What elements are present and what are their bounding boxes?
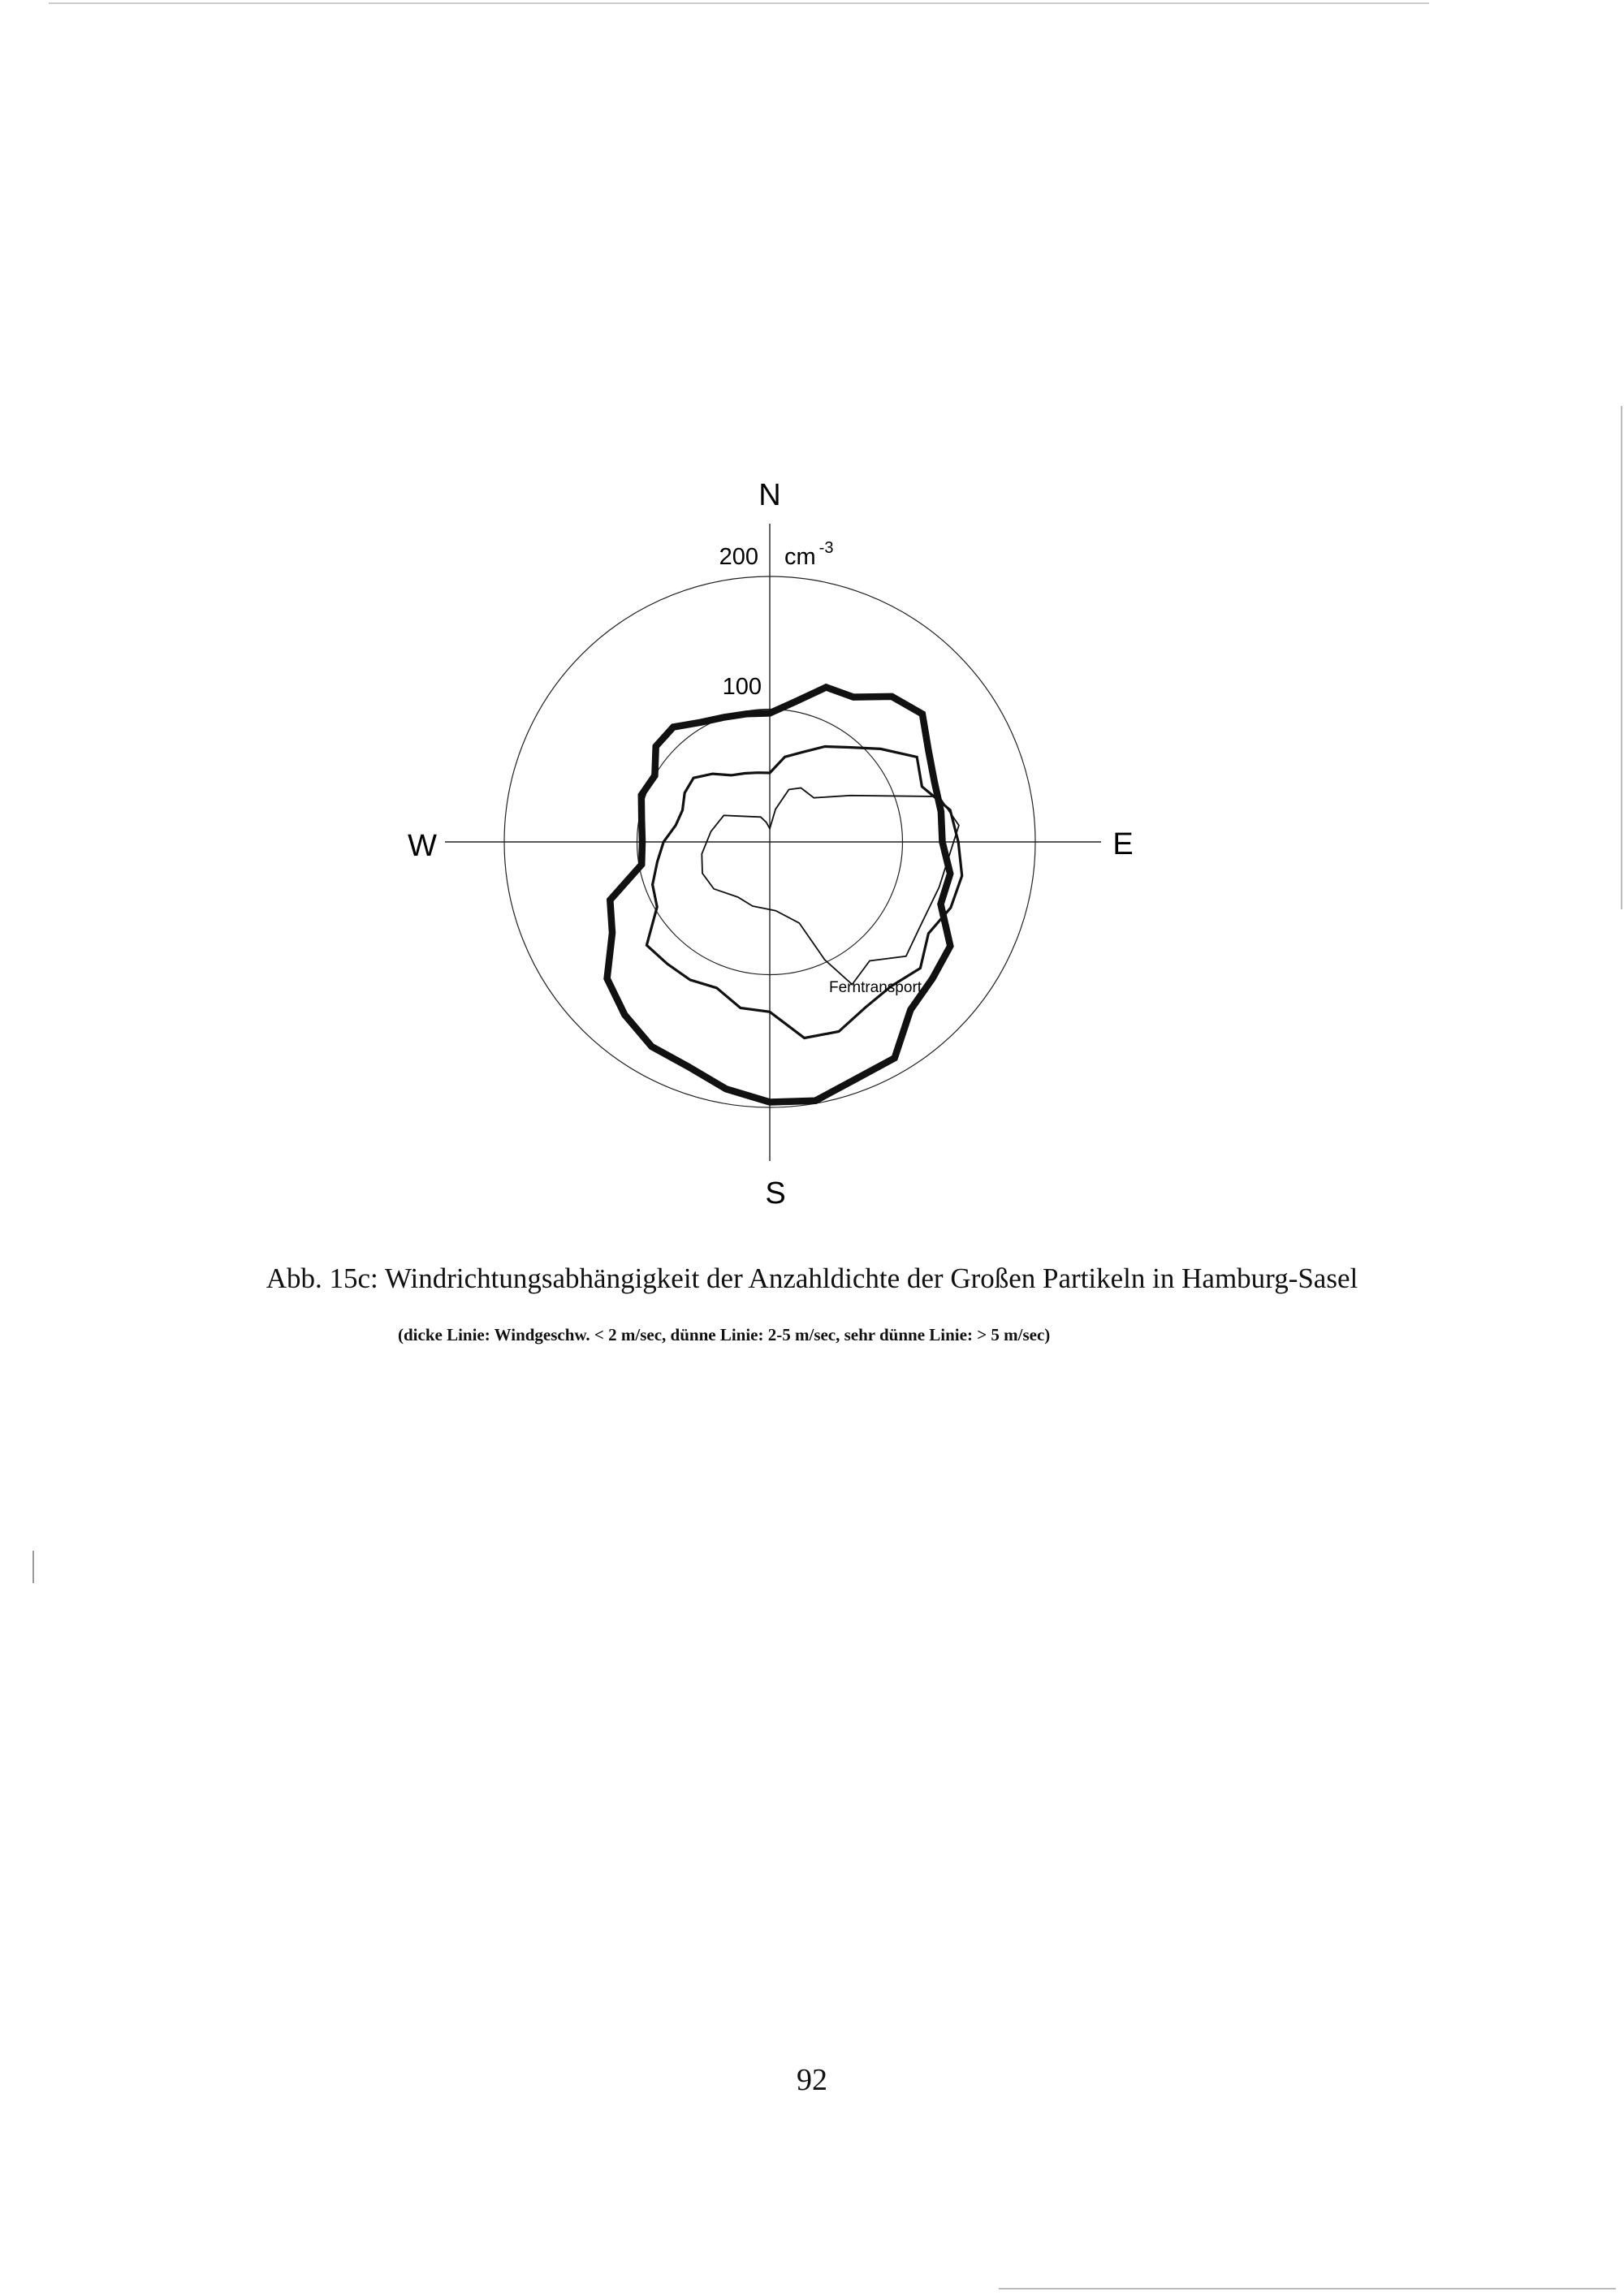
unit-label: cm $^{-3}$ — [784, 539, 834, 570]
chart-series — [607, 688, 962, 1103]
series-thick-line — [607, 688, 951, 1103]
page-number: 92 — [797, 2063, 827, 2097]
chart-grid — [445, 524, 1101, 1161]
scan-edge-mark — [999, 2288, 1616, 2290]
scan-edge-mark — [32, 1551, 34, 1583]
radial-tick-label-100: 100 — [722, 674, 762, 700]
compass-label-east: E — [1112, 827, 1134, 861]
scan-edge-mark — [1621, 406, 1622, 909]
compass-label-west: W — [408, 829, 437, 863]
figure-caption: Abb. 15c: Windrichtungsabhängigkeit der Anzahldichte der Großen Partikeln in Hamburg-Sasel — [266, 1262, 1358, 1294]
compass-label-south: S — [765, 1176, 786, 1211]
scan-edge-mark — [49, 2, 1429, 4]
chart-annotation: Ferntransport — [829, 979, 922, 996]
compass-label-north: N — [758, 478, 781, 512]
figure-subcaption: (dicke Linie: Windgeschw. < 2 m/sec, dünne Linie: 2-5 m/sec, sehr dünne Linie: > 5 m/sec) — [398, 1325, 1051, 1344]
radial-tick-label-200: 200 — [719, 544, 758, 570]
series-very-thin-line — [702, 788, 959, 985]
